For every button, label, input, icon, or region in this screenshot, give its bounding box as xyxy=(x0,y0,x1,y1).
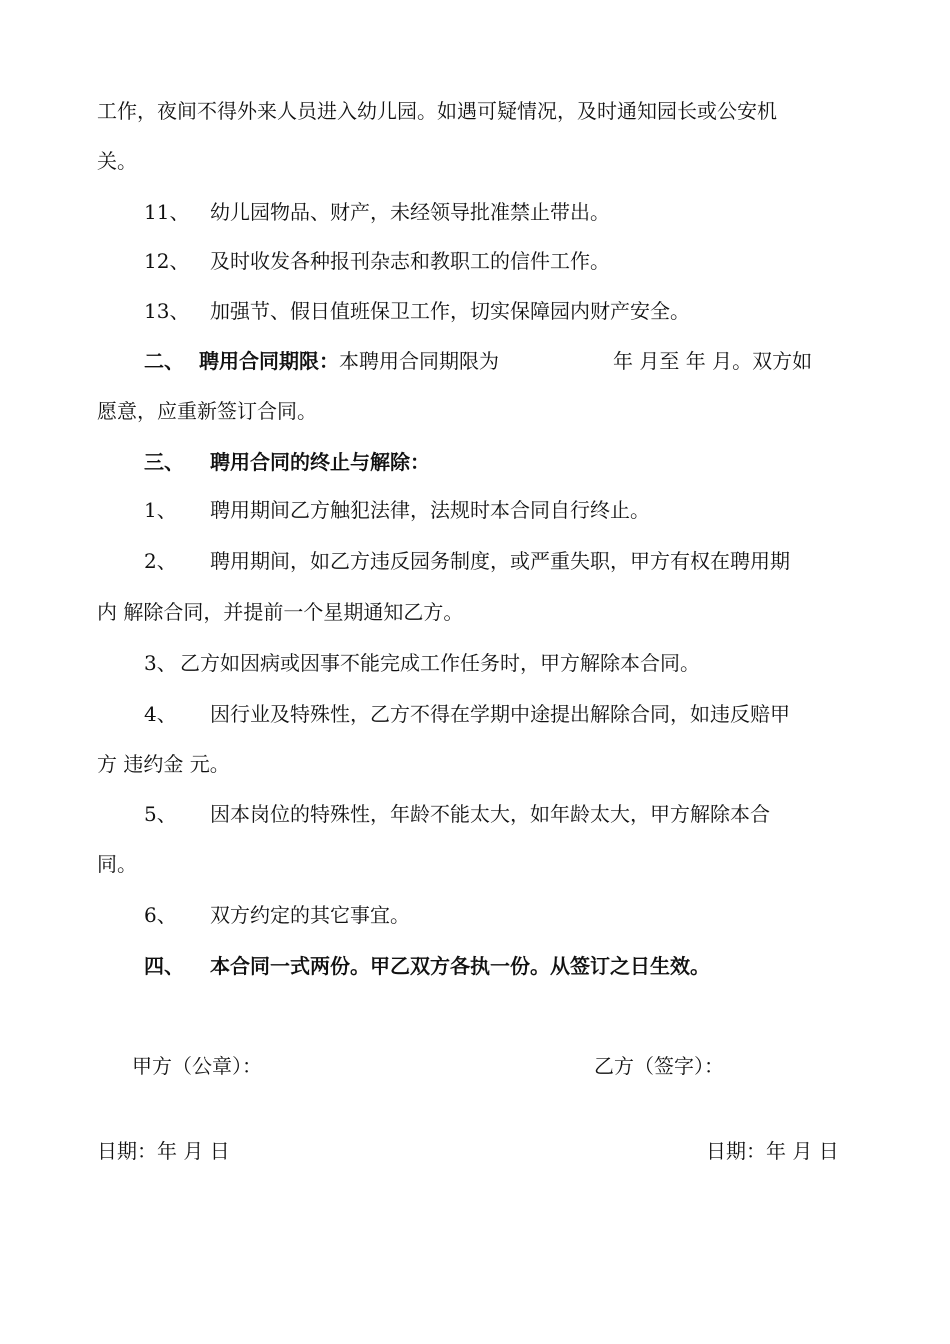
item-6-number: 6、 xyxy=(144,903,177,927)
section-4 xyxy=(144,953,710,979)
section-3-heading-line xyxy=(144,449,430,475)
item-4-line-2: 方 违约金 元。 xyxy=(97,752,230,776)
section-3-item-5 xyxy=(144,801,770,827)
section-2-number: 二、 xyxy=(144,349,184,373)
section-4-number: 四、 xyxy=(144,954,184,978)
item-3-number: 3、 xyxy=(144,651,177,675)
party-a-seal-label: 甲方（公章）： xyxy=(132,1054,262,1078)
item-5-line-2: 同。 xyxy=(97,852,137,876)
section-2-line-2: 愿意，应重新签订合同。 xyxy=(97,399,317,423)
item-1-text: 聘用期间乙方触犯法律，法规时本合同自行终止。 xyxy=(210,498,650,522)
clause-13 xyxy=(144,298,690,324)
item-2-line-2: 内 解除合同，并提前一个星期通知乙方。 xyxy=(97,600,464,624)
clause-11-number: 11、 xyxy=(144,200,190,224)
item-5-number: 5、 xyxy=(144,802,177,826)
clause-11-text: 幼儿园物品、财产，未经领导批准禁止带出。 xyxy=(210,200,610,224)
section-3-item-1 xyxy=(144,497,650,523)
item-3-text: 乙方如因病或因事不能完成工作任务时，甲方解除本合同。 xyxy=(180,651,700,675)
section-2-term-dates: 年 月至 年 月。双方如 xyxy=(613,349,813,373)
section-3-item-3 xyxy=(144,650,700,676)
party-a-date: 日期：年 月 日 xyxy=(97,1139,230,1163)
section-3-item-2 xyxy=(144,548,790,574)
party-b-signature-label: 乙方（签字）： xyxy=(594,1054,724,1078)
section-3-heading: 聘用合同的终止与解除： xyxy=(210,450,430,474)
clause-10-line-2: 关。 xyxy=(97,149,137,173)
clause-12-number: 12、 xyxy=(144,249,190,273)
clause-10-line-1: 工作，夜间不得外来人员进入幼儿园。如遇可疑情况，及时通知园长或公安机 xyxy=(97,99,777,123)
section-2-line-1 xyxy=(144,348,499,374)
clause-12 xyxy=(144,248,610,274)
item-5-text: 因本岗位的特殊性，年龄不能太大，如年龄太大，甲方解除本合 xyxy=(210,802,770,826)
section-2-text-a: 本聘用合同期限为 xyxy=(339,349,499,373)
item-4-text: 因行业及特殊性，乙方不得在学期中途提出解除合同，如违反赔甲 xyxy=(210,702,790,726)
item-4-number: 4、 xyxy=(144,702,177,726)
section-3-item-4 xyxy=(144,701,790,727)
party-b-date: 日期：年 月 日 xyxy=(706,1139,839,1163)
section-2-heading: 聘用合同期限： xyxy=(199,349,339,373)
section-3-item-6 xyxy=(144,902,410,928)
clause-13-number: 13、 xyxy=(144,299,190,323)
item-2-number: 2、 xyxy=(144,549,177,573)
clause-11 xyxy=(144,199,610,225)
section-3-number: 三、 xyxy=(144,450,184,474)
clause-12-text: 及时收发各种报刊杂志和教职工的信件工作。 xyxy=(210,249,610,273)
item-1-number: 1、 xyxy=(144,498,177,522)
section-4-text: 本合同一式两份。甲乙双方各执一份。从签订之日生效。 xyxy=(210,954,710,978)
clause-13-text: 加强节、假日值班保卫工作，切实保障园内财产安全。 xyxy=(210,299,690,323)
item-6-text: 双方约定的其它事宜。 xyxy=(210,903,410,927)
item-2-text: 聘用期间，如乙方违反园务制度，或严重失职，甲方有权在聘用期 xyxy=(210,549,790,573)
